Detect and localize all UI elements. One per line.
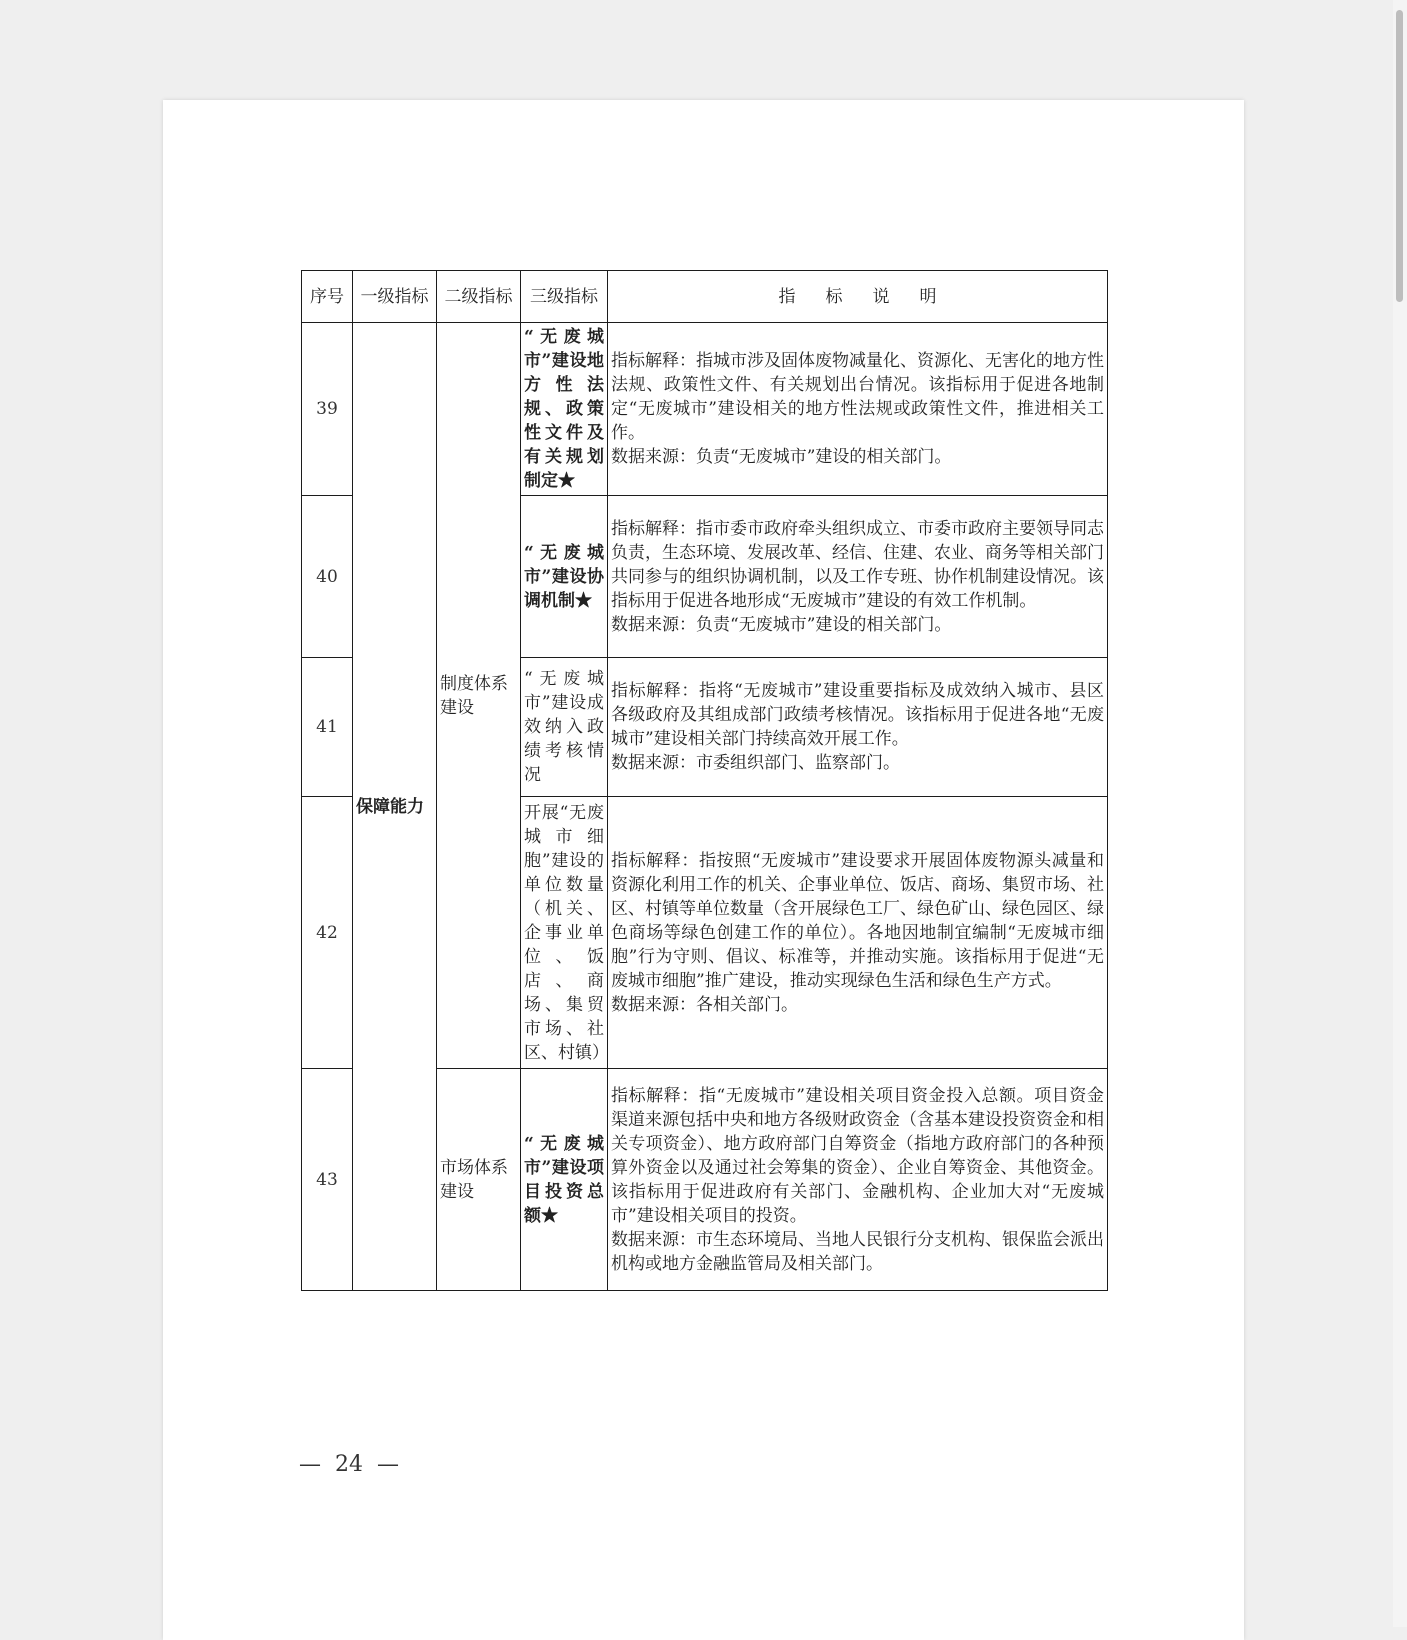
indicator-explanation: 指标解释：指市委市政府牵头组织成立、市委市政府主要领导同志负责，生态环境、发展改革、经信、住建、农业、商务等相关部门共同参与的组织协调机制，以及工作专班、协作机制建设情况。该指标用于促进各地形成“无废城市”建设的有效工作机制。 [611, 518, 1104, 611]
data-source: 数据来源：市生态环境局、当地人民银行分支机构、银保监会派出机构或地方金融监管局及相关部门。 [611, 1229, 1104, 1274]
row-seq: 43 [302, 1069, 353, 1291]
description-cell [608, 496, 1108, 658]
level3-cell: 开展“无废城市细胞”建设的单位数量（机关、企事业单位、饭店、商场、集贸市场、社区、村镇） [521, 797, 608, 1069]
data-source: 数据来源：负责“无废城市”建设的相关部门。 [611, 447, 952, 467]
description-cell [608, 323, 1108, 496]
row-seq: 41 [302, 658, 353, 797]
indicator-table [301, 270, 1108, 1291]
indicator-explanation: 指标解释：指城市涉及固体废物减量化、资源化、无害化的地方性法规、政策性文件、有关规划出台情况。该指标用于促进各地制定“无废城市”建设相关的地方性法规或政策性文件，推进相关工作。 [611, 351, 1104, 443]
header-level2: 二级指标 [437, 271, 521, 323]
indicator-explanation: 指标解释：指将“无废城市”建设重要指标及成效纳入城市、县区各级政府及其组成部门政绩考核情况。该指标用于促进各地“无废城市”建设相关部门持续高效开展工作。 [611, 681, 1104, 749]
table-row [302, 323, 1108, 496]
header-seq: 序号 [302, 271, 353, 323]
row-seq: 40 [302, 496, 353, 658]
indicator-explanation: 指标解释：指按照“无废城市”建设要求开展固体废物源头减量和资源化利用工作的机关、企事业单位、饭店、商场、集贸市场、社区、村镇等单位数量（含开展绿色工厂、绿色矿山、绿色园区、绿色商场等绿色创建工作的单位）。各地因地制宜编制“无废城市细胞”行为守则、倡议、标准等，并推动实施。该指标用于促进“无废城市细胞”推广建设，推动实现绿色生活和绿色生产方式。 [611, 850, 1104, 991]
data-source: 数据来源：各相关部门。 [611, 994, 798, 1015]
table-header-row [302, 271, 1108, 323]
data-source: 数据来源：负责“无废城市”建设的相关部门。 [611, 614, 952, 635]
row-seq: 39 [302, 323, 353, 496]
scrollbar-thumb[interactable] [1396, 10, 1403, 302]
level2-cell: 市场体系建设 [437, 1069, 521, 1291]
description-cell [608, 1069, 1108, 1291]
data-source: 数据来源：市委组织部门、监察部门。 [611, 753, 900, 773]
row-seq: 42 [302, 797, 353, 1069]
page-number: — 24 — [299, 1452, 399, 1477]
description-cell [608, 658, 1108, 797]
level3-cell: “无废城市”建设成效纳入政绩考核情况 [521, 658, 608, 797]
level3-cell: “无废城市”建设协调机制★ [521, 496, 608, 658]
document-page [163, 100, 1244, 1640]
level2-cell: 制度体系建设 [437, 323, 521, 1069]
vertical-scrollbar[interactable] [1393, 0, 1407, 1627]
description-cell [608, 797, 1108, 1069]
level1-cell: 保障能力 [353, 323, 437, 1291]
level3-cell: “无废城市”建设项目投资总额★ [521, 1069, 608, 1291]
header-level1: 一级指标 [353, 271, 437, 323]
level3-cell: “无废城市”建设地方性法规、政策性文件及有关规划制定★ [521, 323, 608, 496]
indicator-explanation: 指标解释：指“无废城市”建设相关项目资金投入总额。项目资金渠道来源包括中央和地方各级财政资金（含基本建设投资资金和相关专项资金）、地方政府部门自筹资金（指地方政府部门的各种预算外资金以及通过社会筹集的资金）、企业自筹资金、其他资金。该指标用于促进政府有关部门、金融机构、企业加大对“无废城市”建设相关项目的投资。 [611, 1085, 1104, 1226]
header-level3: 三级指标 [521, 271, 608, 323]
header-description: 指标说明 [608, 271, 1108, 323]
